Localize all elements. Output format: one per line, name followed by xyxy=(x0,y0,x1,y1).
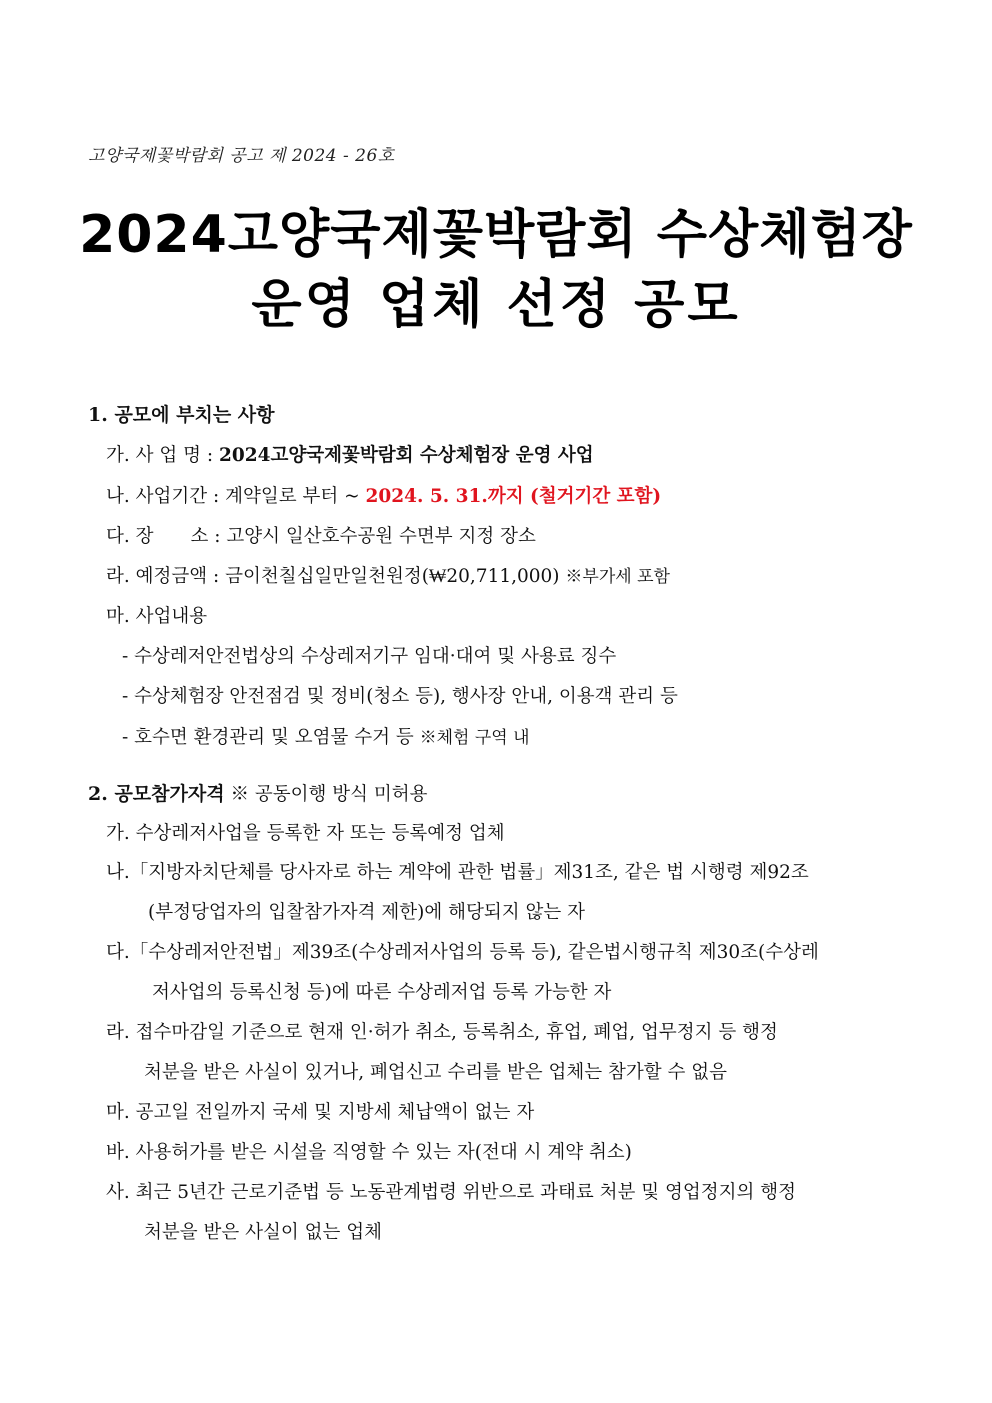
list-item xyxy=(122,726,530,750)
page-title-line2: 운영 업체 선정 공모 xyxy=(251,275,741,335)
section2-heading-row xyxy=(88,782,427,807)
list-item: - 수상체험장 안전점검 및 정비(청소 등), 행사장 안내, 이용객 관리 등 xyxy=(122,686,678,707)
list-item-text: - 호수면 환경관리 및 오염물 수거 등 xyxy=(122,727,414,748)
item-estimated-amount xyxy=(106,565,670,589)
item-label: 가. 사 업 명 : xyxy=(106,445,214,466)
item-value-highlight: 2024. 5. 31.까지 (철거기간 포함) xyxy=(365,486,662,507)
list-item: 라. 접수마감일 기준으로 현재 인·허가 취소, 등록취소, 휴업, 폐업, 업무정지 등 행정 xyxy=(106,1022,778,1043)
list-item-continuation: 처분을 받은 사실이 있거나, 폐업신고 수리를 받은 업체는 참가할 수 없음 xyxy=(144,1062,727,1083)
list-item: 가. 수상레저사업을 등록한 자 또는 등록예정 업체 xyxy=(106,823,505,844)
item-business-period xyxy=(106,485,661,509)
item-location xyxy=(106,525,536,549)
item-label: 라. 예정금액 : xyxy=(106,566,220,587)
notice-number: 고양국제꽃박람회 공고 제 2024 - 26호 xyxy=(88,146,395,166)
item-value: 계약일로 부터 ~ xyxy=(225,486,360,507)
item-value: 고양시 일산호수공원 수면부 지정 장소 xyxy=(226,526,536,547)
section2-heading-note: ※ 공동이행 방식 미허용 xyxy=(230,784,428,805)
list-item: 마. 공고일 전일까지 국세 및 지방세 체납액이 없는 자 xyxy=(106,1102,535,1123)
list-item-continuation: 저사업의 등록신청 등)에 따른 수상레저업 등록 가능한 자 xyxy=(152,982,612,1003)
page-title-line1: 2024고양국제꽃박람회 수상체험장 xyxy=(79,205,913,265)
item-value: 2024고양국제꽃박람회 수상체험장 운영 사업 xyxy=(219,445,594,466)
list-item: 다.「수상레저안전법」제39조(수상레저사업의 등록 등), 같은법시행규칙 제30조(수상레 xyxy=(106,942,819,963)
section1-heading: 1. 공모에 부치는 사항 xyxy=(88,404,275,426)
item-note: ※부가세 포함 xyxy=(565,567,670,587)
item-value: 금이천칠십일만일천원정(₩20,711,000) xyxy=(225,566,560,587)
section2-heading: 2. 공모참가자격 xyxy=(88,783,225,805)
list-item-continuation: 처분을 받은 사실이 없는 업체 xyxy=(144,1222,382,1243)
item-label: 나. 사업기간 : xyxy=(106,486,220,507)
item-business-name xyxy=(106,444,594,468)
list-item: 사. 최근 5년간 근로기준법 등 노동관계법령 위반으로 과태료 처분 및 영업정지의 행정 xyxy=(106,1182,796,1203)
list-item-continuation: (부정당업자의 입찰참가자격 제한)에 해당되지 않는 자 xyxy=(148,902,586,923)
list-item: 나.「지방자치단체를 당사자로 하는 계약에 관한 법률」제31조, 같은 법 시행령 제92조 xyxy=(106,862,809,883)
list-item: 바. 사용허가를 받은 시설을 직영할 수 있는 자(전대 시 계약 취소) xyxy=(106,1142,632,1163)
list-item: - 수상레저안전법상의 수상레저기구 임대·대여 및 사용료 징수 xyxy=(122,646,617,667)
item-label: 다. 장 소 : xyxy=(106,526,221,547)
item-business-content: 마. 사업내용 xyxy=(106,606,208,627)
list-item-note: ※체험 구역 내 xyxy=(419,728,530,748)
